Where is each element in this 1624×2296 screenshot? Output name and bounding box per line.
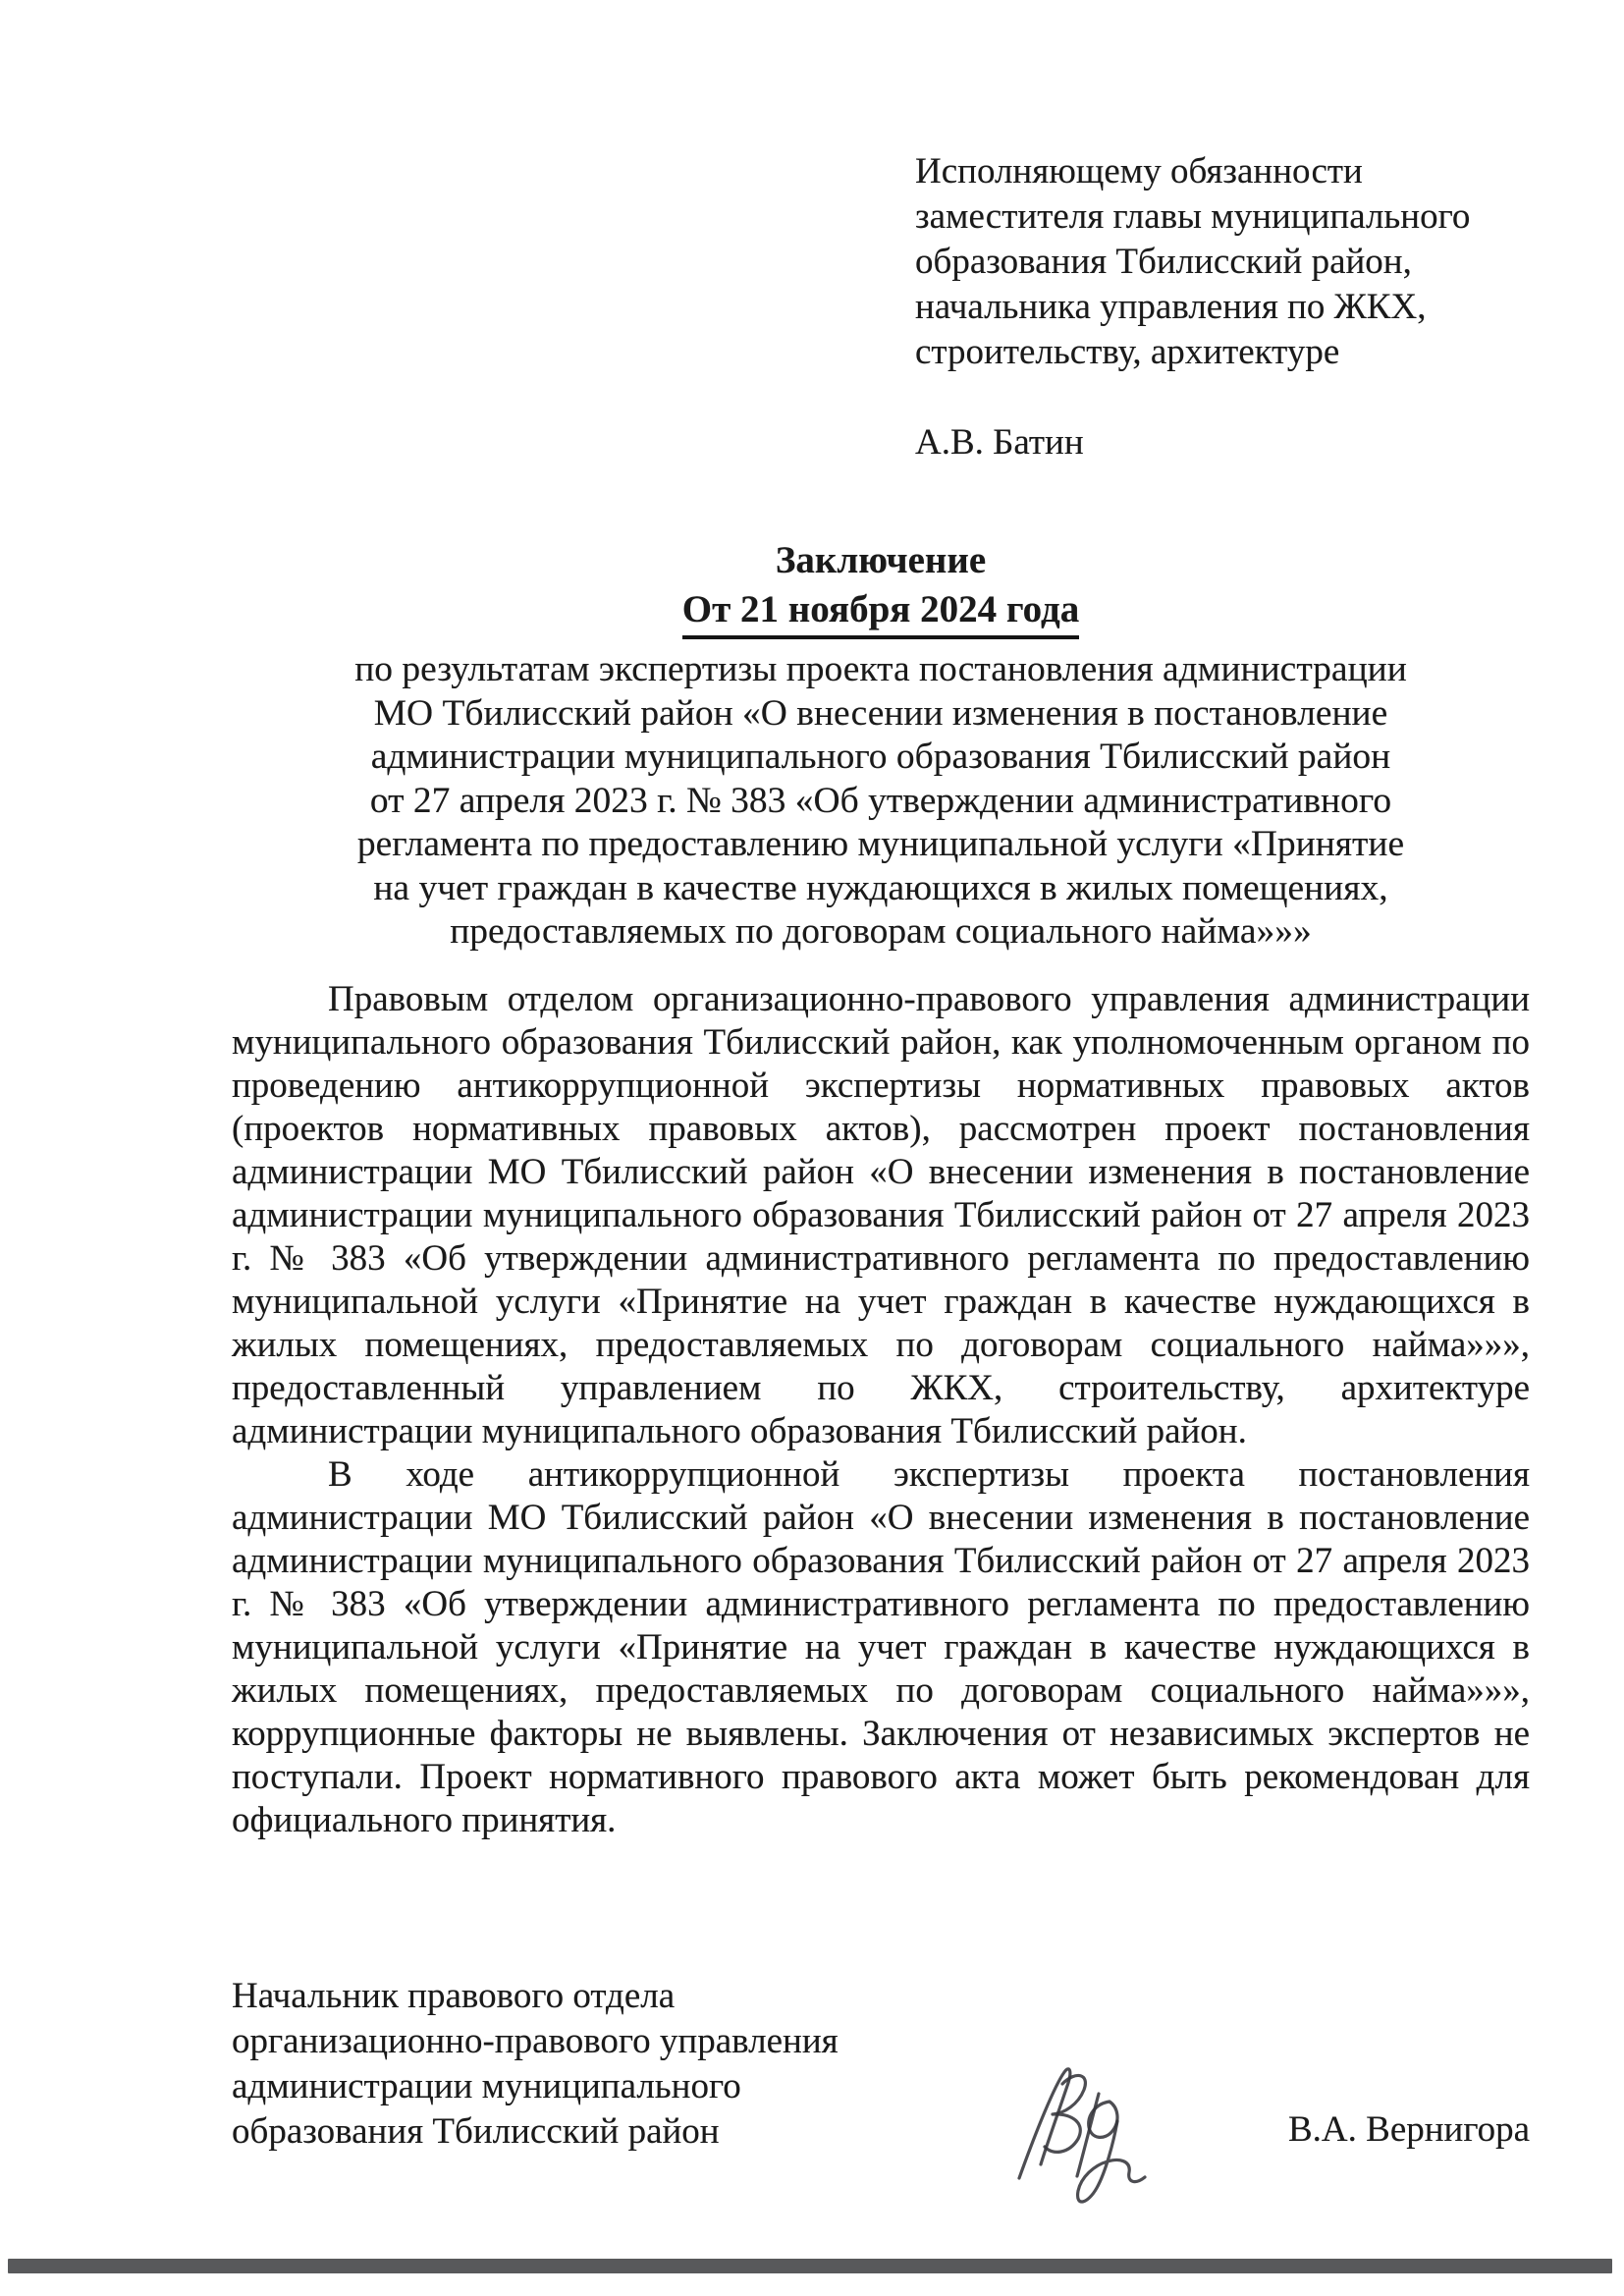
addressee-line: начальника управления по ЖКХ, — [915, 287, 1427, 327]
addressee-name: А.В. Батин — [915, 422, 1084, 463]
subject-line: предоставляемых по договорам социального найма»»» — [450, 911, 1312, 952]
document-title-block — [232, 536, 1530, 955]
signatory-position-line: администрации муниципального — [232, 2066, 741, 2106]
document-date — [232, 585, 1530, 639]
signatory-position-line: Начальник правового отдела — [232, 1976, 676, 2016]
document-body — [232, 978, 1530, 1842]
subject-line: администрации муниципального образования Тбилисский район — [370, 737, 1391, 777]
addressee-line: Исполняющему обязанности — [915, 151, 1363, 191]
addressee-line: заместителя главы муниципального — [915, 196, 1471, 237]
document-subject — [232, 648, 1530, 955]
scan-artifact-bar — [8, 2259, 1612, 2273]
document-date-text: От 21 ноября 2024 года — [682, 585, 1079, 639]
document-title: Заключение — [775, 539, 987, 581]
addressee-line: строительству, архитектуре — [915, 332, 1340, 372]
subject-line: регламента по предоставлению муниципальной услуги «Принятие — [356, 824, 1405, 864]
handwritten-signature-icon — [1003, 2060, 1170, 2222]
signatory-position-line: образования Тбилисский район — [232, 2111, 720, 2152]
subject-line: МО Тбилисский район «О внесении изменения в постановление — [373, 692, 1388, 734]
subject-line: на учет граждан в качестве нуждающихся в жилых помещениях, — [373, 867, 1388, 908]
addressee-line: образования Тбилисский район, — [915, 242, 1412, 282]
addressee-block — [915, 149, 1529, 465]
body-paragraph: Правовым отделом организационно-правового управления администрации муниципального образования Тбилисский район, как уполномоченным органом по проведению антикоррупционной экспертизы нормативных правовых актов (проектов нормативных правовых актов), рассмотрен проект постановления администрации МО Тбилисский район «О внесении изменения в постановление администрации муниципального образования Тбилисский район от 27 апреля 2023 г. № 383 «Об утверждении административного регламента по предоставлению муниципальной услуги «Принятие на учет граждан в качестве нуждающихся в жилых помещениях, предоставляемых по договорам социального найма»»», предоставленный управлением по ЖКХ, строительству, архитектуре администрации муниципального образования Тбилисский район. — [232, 979, 1530, 1451]
signatory-name: В.А. Вернигора — [1288, 2109, 1531, 2150]
signatory-position-line: организационно-правового управления — [232, 2021, 839, 2061]
subject-line: по результатам экспертизы проекта постановления администрации — [354, 649, 1407, 689]
subject-line: от 27 апреля 2023 г. № 383 «Об утверждении административного — [369, 780, 1392, 821]
signatory-position-block — [232, 1974, 978, 2155]
body-paragraph: В ходе антикоррупционной экспертизы проекта постановления администрации МО Тбилисский район «О внесении изменения в постановление администрации муниципального образования Тбилисский район от 27 апреля 2023 г. № 383 «Об утверждении административного регламента по предоставлению муниципальной услуги «Принятие на учет граждан в качестве нуждающихся в жилых помещениях, предоставляемых по договорам социального найма»»», коррупционные факторы не выявлены. Заключения от независимых экспертов не поступали. Проект нормативного правового акта может быть рекомендован для официального принятия. — [232, 1454, 1530, 1840]
